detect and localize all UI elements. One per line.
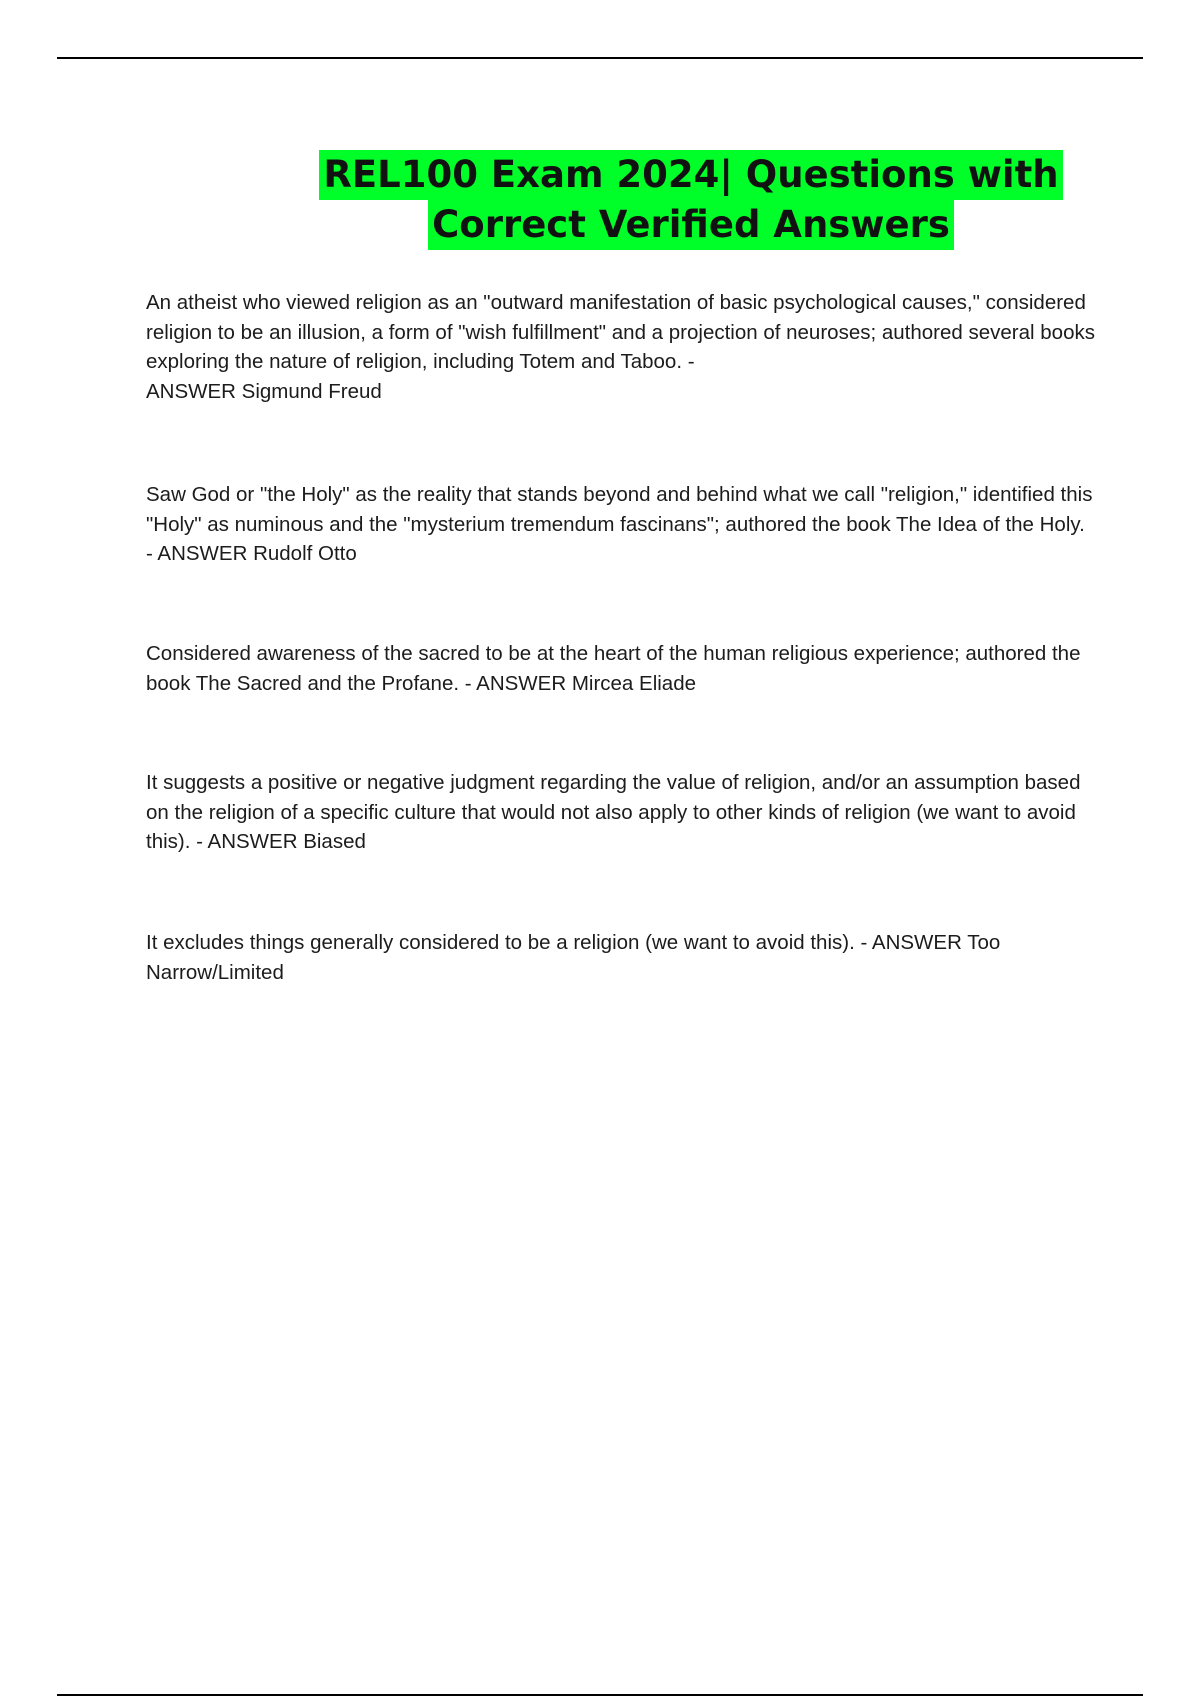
answer-text: ANSWER Rudolf Otto bbox=[157, 542, 357, 565]
answer-text: ANSWER Mircea Eliade bbox=[476, 671, 697, 695]
title-line-2: Correct Verified Answers bbox=[428, 200, 954, 250]
qa-item-3 bbox=[146, 639, 1096, 698]
question-text: An atheist who viewed religion as an "outward manifestation of basic psychological causes," considered religion to be an illusion, a form of "wish fulfillment" and a projection of neuroses; authored several books exploring the nature of religion, including Totem and Taboo. - bbox=[146, 291, 1095, 373]
question-text: Saw God or "the Holy" as the reality that stands beyond and behind what we call "religion," identified this "Holy" as numinous and the "mysterium tremendum fascinans"; authored the book The Idea of the Holy. - bbox=[146, 483, 1093, 565]
title-line-1: REL100 Exam 2024| Questions with bbox=[319, 150, 1062, 200]
qa-item-5 bbox=[146, 928, 1096, 987]
qa-item-1 bbox=[146, 288, 1096, 406]
qa-item-2 bbox=[146, 480, 1096, 569]
document-title bbox=[146, 150, 1200, 250]
top-rule bbox=[57, 57, 1143, 59]
bottom-rule bbox=[57, 1694, 1143, 1696]
qa-item-4 bbox=[146, 768, 1096, 857]
question-text: It suggests a positive or negative judgment regarding the value of religion, and/or an assumption based on the religion of a specific culture that would not also apply to other kinds of religion (we want to avoid this). - bbox=[146, 771, 1081, 853]
question-text: Considered awareness of the sacred to be at the heart of the human religious experience; authored the book The Sacred and the Profane. - bbox=[146, 642, 1081, 695]
question-text: It excludes things generally considered to be a religion (we want to avoid this). - bbox=[146, 931, 868, 954]
answer-text: ANSWER Biased bbox=[207, 830, 366, 853]
answer-text: ANSWER Sigmund Freud bbox=[146, 379, 382, 403]
answer-text: ANSWER Too Narrow/Limited bbox=[146, 931, 1001, 984]
